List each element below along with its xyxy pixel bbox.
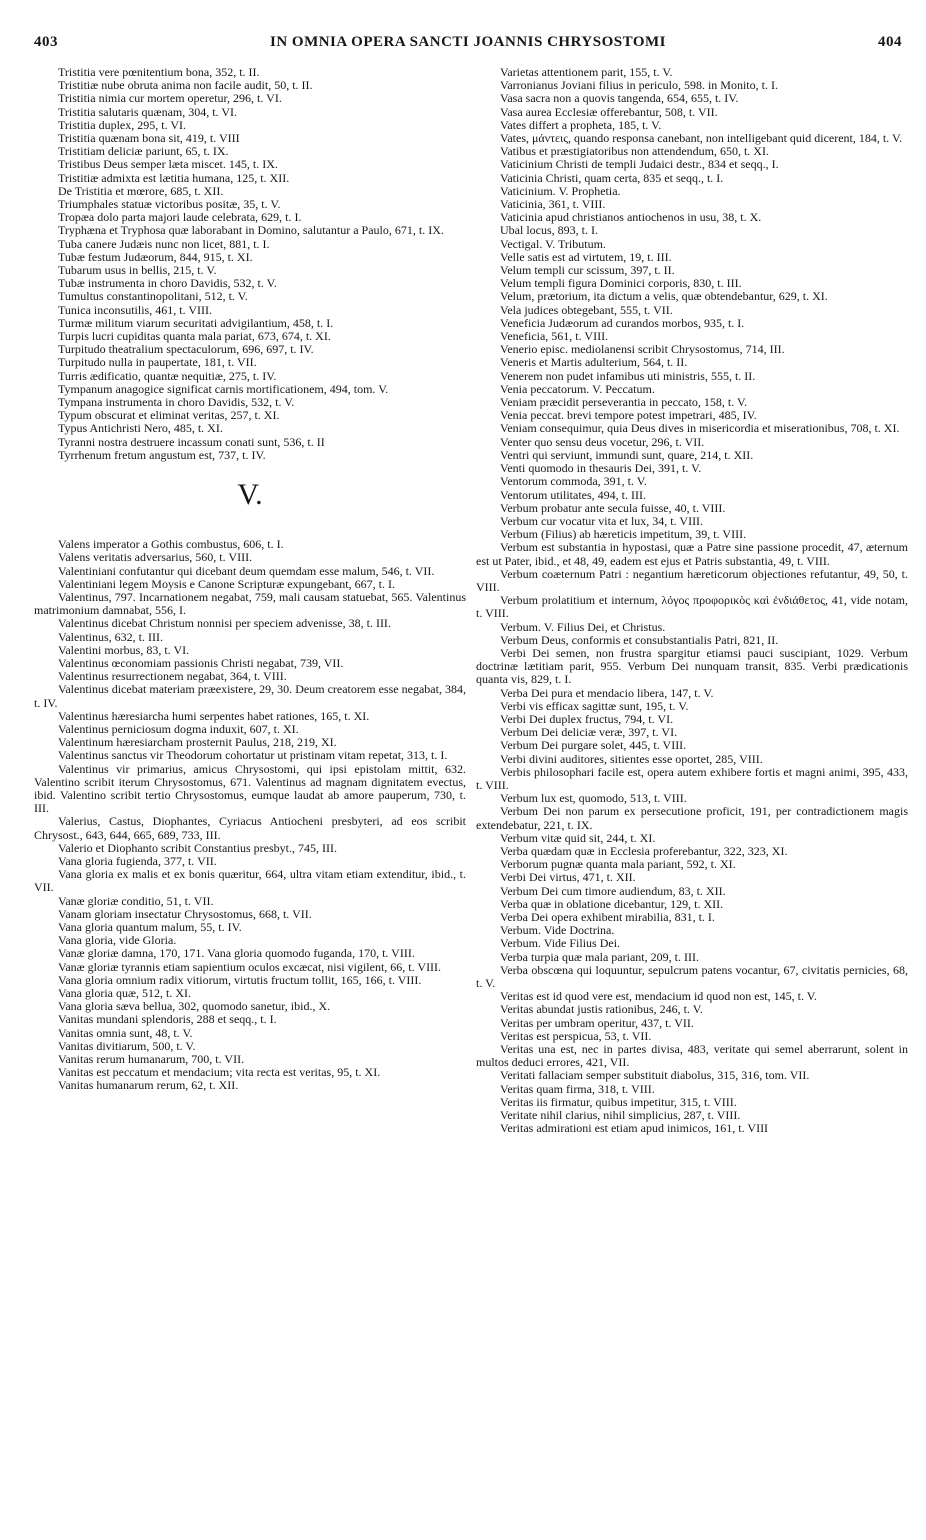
index-entry: Verbi Dei duplex fructus, 794, t. VI. (500, 711, 674, 726)
index-entry: Valerius, Castus, Diophantes, Cyriacus Antiocheni presbyteri, ad eos scribit Chrysost., 643, 644, 665, 689, 733, III. (34, 814, 466, 842)
index-entry: Valentinus dicebat materiam præexistere, 29, 30. Deum creatorem esse negabat, 384, t. IV. (34, 682, 466, 710)
index-entry: Varietas attentionem parit, 155, t. V. (500, 65, 673, 79)
page-number-left: 403 (34, 34, 58, 50)
index-entry: Verbum Dei non parum ex persecutione proficit, 191, per contradictionem magis extendebatur, 221, t. IX. (476, 804, 908, 832)
index-entry: Valentinus vir primarius, amicus Chrysostomi, qui ipsi epistolam mittit, 632. Valentino scribit iterum Chrysostomus, 671. Valentinus ad magnam dignitatem evectus, ibid. Valentino scribit tertio Chrysostomus, eumque laudat ab amore pauperum, 730, t. III. (34, 761, 466, 816)
index-entry: Tympanum anagogice significat carnis mortificationem, 494, tom. V. (58, 381, 389, 396)
index-entry: Verbum (Filius) ab hæreticis impetitum, 39, t. VIII. (500, 527, 747, 542)
index-entry: Verbum. Vide Filius Dei. (500, 936, 621, 951)
index-entry: Valentinus sanctus vir Theodorum cohortatur ut pristinam vitam repetat, 313, t. I. (58, 748, 448, 763)
index-entry: Verbum. V. Filius Dei, et Christus. (500, 619, 666, 634)
index-entry: Verbum prolatitium et internum, λόγος προφορικὸς καὶ ἐνδιάθετος, 41, vide notam, t. VIII. (476, 593, 908, 621)
index-entry: Ubal locus, 893, t. I. (500, 223, 598, 238)
index-entry: Venti quomodo in thesauris Dei, 391, t. V. (500, 461, 702, 476)
index-entry: Verba obscœna qui loquuntur, sepulcrum patens vocantur, 67, civitatis pernicies, 68, t. V. (476, 962, 908, 991)
index-entry: Triumphales statuæ victoribus positæ, 35, t. V. (58, 197, 281, 212)
index-entry: Vanitas est peccatum et mendacium; vita recta est veritas, 95, t. XI. (58, 1065, 381, 1080)
index-entry: Tristitiam deliciæ pariunt, 65, t. IX. (58, 144, 229, 159)
index-entry: Valens veritatis adversarius, 560, t. VIII. (58, 550, 253, 565)
index-entry: Verbum Dei purgare solet, 445, t. VIII. (500, 738, 687, 753)
index-entry: Venerem non pudet infamibus uti ministris, 555, t. II. (500, 368, 756, 383)
index-entry: Tubarum usus in bellis, 215, t. V. (58, 263, 217, 278)
index-entry: Tumultus constantinopolitani, 512, t. V. (58, 289, 248, 304)
index-entry: Veritas una est, nec in partes divisa, 483, veritate qui semel aberrarunt, solent in multos deduci errores, 421, VII. (476, 1042, 908, 1070)
index-entry: Vatibus et præstigiatoribus non attendendum, 650, t. XI. (500, 144, 769, 159)
index-entry: Tyrrhenum fretum angustum est, 737, t. IV. (58, 447, 266, 462)
index-entry: Tyranni nostra destruere incassum conati sunt, 536, t. II (58, 434, 325, 449)
index-entry: Tristitiæ nube obruta anima non facile audit, 50, t. II. (58, 78, 313, 93)
index-entry: Valentiniani legem Moysis e Canone Scripturæ expungebant, 667, t. I. (58, 576, 395, 591)
index-entry: Veritas quam firma, 318, t. VIII. (500, 1081, 655, 1096)
index-entry: Ventorum commoda, 391, t. V. (500, 474, 647, 489)
index-entry: Vectigal. V. Tributum. (500, 236, 606, 251)
index-entry: Typum obscurat et eliminat veritas, 257, t. XI. (58, 408, 280, 423)
index-entry: Valens imperator a Gothis combustus, 606, t. I. (58, 537, 284, 552)
index-entry: Verbum coæternum Patri : negantium hæreticorum objectiones refutantur, 49, 50, t. VIII. (476, 566, 908, 594)
index-entry: Tristitia duplex, 295, t. VI. (58, 117, 187, 132)
index-entry: Verba Dei opera exhibent mirabilia, 831, t. I. (500, 910, 715, 924)
index-entry: Verbum vitæ quid sit, 244, t. XI. (500, 830, 656, 845)
index-entry: Veritas iis firmatur, quibus impetitur, 315, t. VIII. (500, 1094, 737, 1109)
index-entry: Tubæ festum Judæorum, 844, 915, t. XI. (58, 249, 253, 264)
index-entry: Veritate nihil clarius, nihil simplicius, 287, t. VIII. (500, 1108, 741, 1123)
index-entry: Vanitas humanarum rerum, 62, t. XII. (58, 1078, 239, 1093)
index-entry: Valentinum hæresiarcham prosternit Paulus, 218, 219, XI. (58, 735, 337, 750)
index-column-right (476, 66, 908, 1135)
index-entry: Turpitudo nulla in paupertate, 181, t. VII. (58, 355, 257, 370)
index-entry: Verbum Dei deliciæ veræ, 397, t. VI. (500, 725, 678, 740)
index-entry: Verbum Dei cum timore audiendum, 83, t. XII. (500, 883, 726, 898)
index-entry: Verba Dei pura et mendacio libera, 147, t. V. (500, 685, 714, 700)
index-entry: Vana gloria omnium radix vitiorum, virtutis fructum tollit, 165, 166, t. VIII. (58, 972, 422, 987)
index-entry: Vanitas rerum humanarum, 700, t. VII. (58, 1052, 245, 1067)
index-entry: Verbum lux est, quomodo, 513, t. VIII. (500, 791, 687, 806)
index-entry: Veneficia Judæorum ad curandos morbos, 935, t. I. (500, 315, 745, 330)
index-entry: Veritas admirationi est etiam apud inimicos, 161, t. VIII (500, 1121, 769, 1136)
index-entry: Tristibus Deus semper læta miscet. 145, t. IX. (58, 157, 278, 172)
index-entry: Turpitudo theatralium spectaculorum, 696, 697, t. IV. (58, 342, 314, 357)
index-entry: Verbi Dei virtus, 471, t. XII. (500, 870, 636, 885)
index-entry: Valentiniani confutantur qui dicebant deum quemdam esse malum, 546, t. VII. (58, 563, 435, 578)
index-entry: Tristitia quænam bona sit, 419, t. VIII (58, 131, 240, 146)
index-entry: Venia peccat. brevi tempore potest impetrari, 485, IV. (500, 408, 757, 423)
index-entry: Verbis philosophari facile est, opera autem exhibere fortis et magni animi, 395, 433, t. VIII. (476, 764, 908, 792)
index-entry: Vana gloria ex malis et ex bonis quæritur, 664, ultra vitam etiam extenditur, ibid., t. VII. (34, 867, 466, 895)
page-number-right: 404 (878, 34, 902, 50)
index-entry: Valentinus perniciosum dogma induxit, 607, t. XI. (58, 721, 299, 736)
index-entry: Venerio episc. mediolanensi scribit Chrysostomus, 714, III. (500, 342, 785, 357)
index-entry: Vanitas divitiarum, 500, t. V. (58, 1038, 196, 1053)
index-entry: Valentinus dicebat Christum nonnisi per speciem advenisse, 38, t. III. (58, 616, 391, 631)
index-entry: Tuba canere Judæis nunc non licet, 881, t. I. (58, 236, 270, 251)
index-entry: Verbum probatur ante secula fuisse, 40, t. VIII. (500, 500, 726, 515)
index-entry: Verba quæ in oblatione dicebantur, 129, t. XII. (500, 896, 724, 911)
index-entry: Valentini morbus, 83, t. VI. (58, 642, 190, 657)
index-entry: Verbum. Vide Doctrina. (500, 923, 615, 938)
index-entry: Vaticinia, 361, t. VIII. (500, 197, 606, 212)
index-entry: Tropæa dolo parta majori laude celebrata, 629, t. I. (58, 210, 302, 225)
entries-right (476, 66, 908, 1135)
page-header (34, 34, 902, 56)
index-entry: Verba quædam quæ in Ecclesia proferebantur, 322, 323, XI. (500, 843, 788, 858)
index-entry: Veniam consequimur, quia Deus dives in misericordia et miserationibus, 708, t. XI. (500, 421, 900, 436)
index-entry: Valentinus, 632, t. III. (58, 629, 163, 644)
index-entry: Tristitia vere pœnitentium bona, 352, t. II. (58, 65, 260, 79)
index-entry: Typus Antichristi Nero, 485, t. XI. (58, 421, 223, 436)
index-entry: Vela judices obtegebant, 555, t. VII. (500, 302, 673, 317)
index-entry: Vasa aurea Ecclesiæ offerebantur, 508, t. VII. (500, 104, 718, 119)
entries-t-section (34, 66, 466, 462)
index-entry: Verbi vis efficax sagittæ sunt, 195, t. V. (500, 698, 689, 713)
index-entry: Valentinus resurrectionem negabat, 364, t. VIII. (58, 669, 287, 684)
index-entry: Ventri qui serviunt, immundi sunt, quare, 214, t. XII. (500, 447, 754, 462)
index-entry: Venia peccatorum. V. Peccatum. (500, 381, 655, 396)
index-entry: Veritati fallaciam semper substituit diabolus, 315, 316, tom. VII. (500, 1068, 810, 1083)
index-entry: Tympana instrumenta in choro Davidis, 532, t. V. (58, 395, 295, 410)
index-entry: Verborum pugnæ quanta mala pariant, 592, t. XI. (500, 857, 736, 872)
index-entry: Vana gloria, vide Gloria. (58, 933, 177, 948)
index-entry: Vana gloria sæva bellua, 302, quomodo sanetur, ibid., X. (58, 999, 331, 1014)
index-entry: Vanæ gloriæ damna, 170, 171. Vana gloria quomodo fuganda, 170, t. VIII. (58, 946, 415, 961)
index-entry: Verbum Deus, conformis et consubstantialis Patri, 821, II. (500, 632, 779, 647)
index-entry: Vaticinia apud christianos antiochenos in usu, 38, t. X. (500, 210, 762, 225)
index-entry: Veritas per umbram operitur, 437, t. VII. (500, 1015, 694, 1030)
index-entry: Vates differt a propheta, 185, t. V. (500, 117, 662, 132)
index-entry: Valentinus, 797. Incarnationem negabat, 759, mali causam statuebat, 565. Valentinus matrimonium damnabat, 556, I. (34, 589, 466, 618)
index-entry: Valentinus œconomiam passionis Christi negabat, 739, VII. (58, 655, 344, 670)
index-entry: Vana gloria quantum malum, 55, t. IV. (58, 919, 242, 934)
index-entry: Vaticinium. V. Prophetia. (500, 183, 621, 198)
index-entry: Turmæ militum viarum securitati advigilantium, 458, t. I. (58, 315, 334, 330)
index-entry: Turris ædificatio, quantæ nequitiæ, 275, t. IV. (58, 368, 277, 383)
index-entry: Vanæ gloriæ tyrannis etiam sapientium oculos excæcat, nisi vigilent, 66, t. VIII. (58, 959, 442, 974)
index-entry: Varronianus Joviani filius in periculo, 598. in Monito, t. I. (500, 78, 778, 93)
index-entry: Tristitia nimia cur mortem operetur, 296, t. VI. (58, 91, 282, 106)
index-entry: Tunica inconsutilis, 461, t. VIII. (58, 302, 213, 317)
index-entry: Vaticinia Christi, quam certa, 835 et seqq., t. I. (500, 170, 724, 185)
index-entry: Velum templi figura Dominici corporis, 830, t. III. (500, 276, 742, 291)
index-entry: Valerio et Diophanto scribit Constantius presbyt., 745, III. (58, 840, 337, 855)
index-entry: Verbum est substantia in hypostasi, quæ a Patre sine passione procedit, 47, æternum est ut Pater, ibid., et 48, 49, eadem est ejus et Patris substantia, 49, t. VIII. (476, 540, 908, 568)
index-entry: Velle satis est ad virtutem, 19, t. III. (500, 249, 672, 264)
index-entry: Vanæ gloriæ conditio, 51, t. VII. (58, 893, 214, 908)
section-letter-v: V. (237, 478, 263, 512)
index-entry: Veniam præcidit perseverantia in peccato, 158, t. V. (500, 395, 748, 410)
index-entry: Velum, prætorium, ita dictum a velis, quæ obtendebantur, 629, t. XI. (500, 289, 828, 304)
running-title: IN OMNIA OPERA SANCTI JOANNIS CHRYSOSTOMI (269, 34, 666, 50)
index-entry: Vasa sacra non a quovis tangenda, 654, 655, t. IV. (500, 91, 739, 106)
index-entry: Tubæ instrumenta in choro Davidis, 532, t. V. (58, 276, 277, 291)
index-entry: Verba turpia quæ mala pariant, 209, t. III. (500, 949, 699, 964)
index-entry: Tristitia salutaris quænam, 304, t. VI. (58, 104, 238, 119)
index-entry: De Tristitia et mœrore, 685, t. XII. (58, 183, 224, 198)
index-entry: Vanam gloriam insectatur Chrysostomus, 668, t. VII. (58, 906, 312, 921)
index-entry: Tristitiæ admixta est lætitia humana, 125, t. XII. (58, 170, 290, 185)
index-entry: Turpis lucri cupiditas quanta mala pariat, 673, 674, t. XI. (58, 329, 331, 344)
index-entry: Vanitas omnia sunt, 48, t. V. (58, 1025, 193, 1040)
index-entry: Tryphæna et Tryphosa quæ laborabant in Domino, salutantur a Paulo, 671, t. IX. (58, 223, 444, 238)
index-entry: Vana gloria quæ, 512, t. XI. (58, 986, 191, 1000)
index-entry: Vates, μάντεις, quando responsa canebant, non intelligebant quid dicerent, 184, t. V. (500, 131, 903, 146)
index-column-left (34, 66, 466, 1093)
index-entry: Veneris et Martis adulterium, 564, t. II. (500, 355, 688, 370)
entries-v-section (34, 538, 466, 1093)
index-entry: Vanitas mundani splendoris, 288 et seqq., t. I. (58, 1012, 277, 1027)
index-entry: Verbum cur vocatur vita et lux, 34, t. VIII. (500, 513, 704, 528)
index-entry: Valentinus hæresiarcha humi serpentes habet rationes, 165, t. XI. (58, 708, 370, 723)
index-entry: Veritas est perspicua, 53, t. VII. (500, 1028, 652, 1043)
index-entry: Verbi divini auditores, sitientes esse oportet, 285, VIII. (500, 751, 763, 766)
index-entry: Velum templi cur scissum, 397, t. II. (500, 263, 675, 278)
index-entry: Venter quo sensu deus vocetur, 296, t. VII. (500, 434, 705, 449)
index-entry: Veritas abundat justis rationibus, 246, t. V. (500, 1002, 703, 1017)
index-entry: Vaticinium Christi de templi Judaici destr., 834 et seqq., I. (500, 157, 779, 172)
index-entry: Veneficia, 561, t. VIII. (500, 329, 609, 344)
index-entry: Veritas est id quod vere est, mendacium id quod non est, 145, t. V. (500, 989, 817, 1004)
index-entry: Vana gloria fugienda, 377, t. VII. (58, 853, 217, 868)
index-entry: Verbi Dei semen, non frustra spargitur etiamsi pauci suscipiant, 1029. Verbum doctrinæ lætitiam parit, 955. Verbum Dei nunquam transit, 835. Verbi prædicationis quanta vis, 829, t. I. (476, 645, 908, 687)
index-entry: Ventorum utilitates, 494, t. III. (500, 487, 646, 502)
